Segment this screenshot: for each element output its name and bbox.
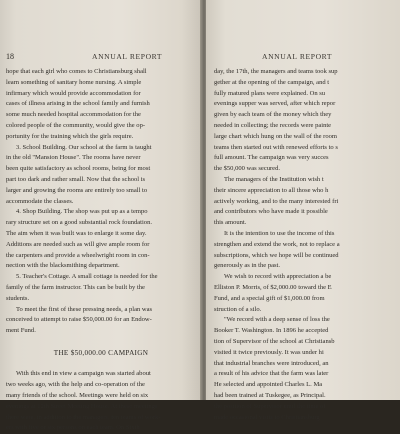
right-page xyxy=(206,0,400,421)
text-line: full amount. The campaign was very succes xyxy=(214,154,329,162)
text-line: Additions are needed such as will give ample room for xyxy=(6,240,150,248)
running-header: ANNUAL REPORT xyxy=(262,52,333,61)
text-line xyxy=(6,359,196,370)
text-line: Elliston P. Morris, of $2,000.00 toward the E xyxy=(214,283,332,291)
text-line: Booker T. Washington. In 1896 he accepted xyxy=(214,327,329,335)
text-line: had been trained at Tuskegee, as Principal. xyxy=(214,391,326,399)
text-line: actively working, and to the many interested fri xyxy=(214,197,339,205)
text-line: struction of a silo. xyxy=(214,305,262,313)
text-line: The managers of the Institution wish t xyxy=(224,175,324,183)
text-line: a result of his advice that the farm was later xyxy=(214,370,329,378)
text-line: given by each team of the money which they xyxy=(214,111,332,119)
text-line: The aim when it was built was to enlarge it some day. xyxy=(6,229,147,237)
running-header: ANNUAL REPORT xyxy=(92,52,163,61)
text-line: fully matured plans were explained. On su xyxy=(214,89,326,97)
text-line: "We record with a deep sense of loss the xyxy=(224,316,330,324)
text-line: strengthen and extend the work, not to replace a xyxy=(214,240,340,248)
text-line: made occasional visits to Christiansburg xyxy=(214,413,320,421)
left-page-body xyxy=(6,67,196,434)
text-line: and contributors who have made it possible xyxy=(214,208,328,216)
text-line: nection with the blacksmithing department. xyxy=(6,262,120,270)
text-line: To meet the first of these pressing needs, a plan was xyxy=(16,305,153,313)
text-line: in the old "Mansion House". The rooms have never xyxy=(6,154,141,162)
text-line: With this end in view a campaign was started about xyxy=(16,370,151,378)
text-line: He selected and appointed Charles L. Ma xyxy=(214,381,323,389)
text-line: ers with five or six persons on each team. On Sixth xyxy=(6,424,140,432)
text-line: evenings at 12th Street Meeting House. At these meetings xyxy=(6,402,158,410)
text-line: conceived to attempt to raise $50,000.00 for an Endow- xyxy=(6,316,152,324)
text-line: 3. School Building. Our school at the farm is taught xyxy=(16,143,152,151)
text-line: the position of Supervisor until the time of xyxy=(214,402,326,410)
text-line: day, the 17th, the managers and teams took sup xyxy=(214,68,338,75)
text-line xyxy=(6,337,196,348)
text-line: 4. Shop Building. The shop was put up as a tempo xyxy=(16,208,148,216)
text-line: part too dark and rather small. Now that the school is xyxy=(6,175,146,183)
text-line: Fund, and a special gift of $1,000.00 from xyxy=(214,294,325,302)
text-line: gether at the opening of the campaign, and t xyxy=(214,78,330,86)
text-line: there were, in addition to the managers, ten teams of work- xyxy=(6,413,161,421)
text-line: large chart which hung on the wall of the room xyxy=(214,132,337,140)
text-line: students. xyxy=(6,294,30,302)
text-line: generously as in the past. xyxy=(214,262,280,270)
text-line: teams then started out with renewed efforts to s xyxy=(214,143,338,151)
text-line: cases of illness arising in the school family and furnish xyxy=(6,100,150,108)
text-line: learn something of sanitary home nursing. A simple xyxy=(6,78,142,86)
text-line: two weeks ago, with the help and co-operation of the xyxy=(6,381,145,389)
text-line: this amount. xyxy=(214,219,247,227)
text-line: tion of Supervisor of the school at Christiansb xyxy=(214,337,335,345)
text-line: family of the farm instructor. This can be built by the xyxy=(6,283,145,291)
text-line: colored people of the community, would give the op- xyxy=(6,121,146,129)
text-line: some much needed hospital accommodation for the xyxy=(6,111,141,119)
text-line: been quite satisfactory as school rooms, being for most xyxy=(6,165,151,173)
text-line: visited it twice previously. It was under hi xyxy=(214,348,324,356)
text-line: the carpenters and provide a wheelwright room in con- xyxy=(6,251,150,259)
text-line: needed in collecting; the records were painte xyxy=(214,121,332,129)
text-line: that industrial branches were introduced, an xyxy=(214,359,329,367)
page-number: 18 xyxy=(6,52,14,61)
right-page-body xyxy=(214,67,398,423)
text-line: hope that each girl who comes to Christiansburg shall xyxy=(6,68,147,75)
text-line: accommodate the classes. xyxy=(6,197,74,205)
text-line: evenings supper was served, after which repor xyxy=(214,100,336,108)
text-line: portunity for the training which the girls require. xyxy=(6,132,134,140)
text-line: the $50,000 was secured. xyxy=(214,165,280,173)
section-heading: THE $50,000.00 CAMPAIGN xyxy=(53,348,149,357)
text-line: subscriptions, which we hope will be continued xyxy=(214,251,339,259)
text-line: many friends of the school. Meetings were held on six xyxy=(6,391,149,399)
text-line: 5. Teacher's Cottage. A small cottage is needed for the xyxy=(16,273,158,281)
text-line: We wish to record with appreciation a be xyxy=(224,273,332,281)
text-line: It is the intention to use the income of this xyxy=(224,229,335,237)
text-line: their sincere appreciation to all those who h xyxy=(214,186,329,194)
text-line: larger and growing the rooms are entirely too small to xyxy=(6,186,148,194)
text-line: ment Fund. xyxy=(6,327,36,335)
text-line: infirmary which would provide accommodation for xyxy=(6,89,141,97)
text-line: rary structure set on a good substantial rock foundation. xyxy=(6,219,152,227)
